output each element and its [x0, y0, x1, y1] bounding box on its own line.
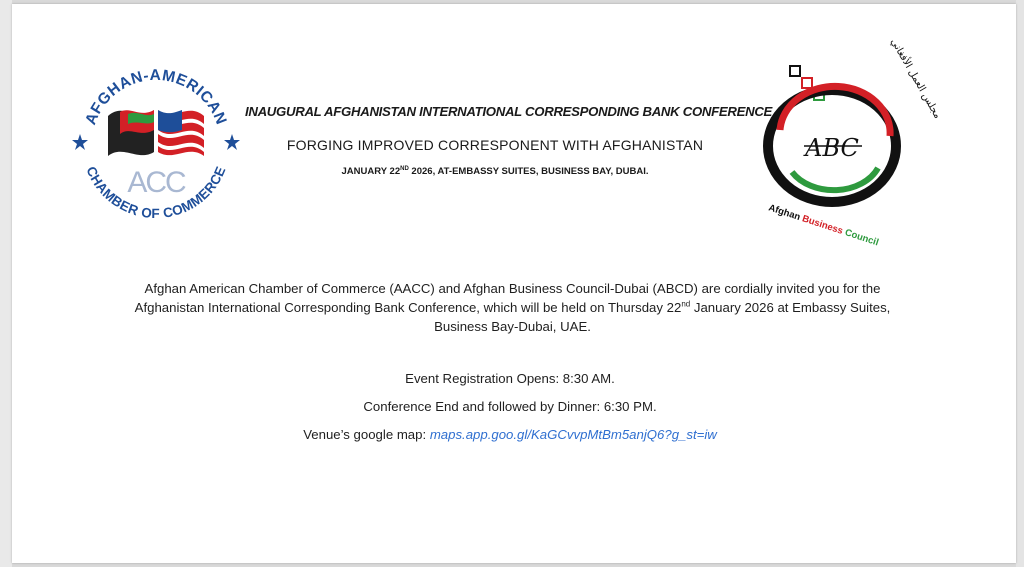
page-left-edge [0, 0, 12, 567]
abc-logo [744, 36, 950, 249]
conference-date-venue [245, 166, 745, 177]
conference-subtitle: FORGING IMPROVED CORRESPONENT WITH AFGHANISTAN [286, 137, 704, 153]
date-suffix: 2026, AT-EMBASSY SUITES, BUSINESS BAY, DUBAI. [408, 166, 649, 178]
abc-bottom-text: Afghan Business Council [767, 202, 880, 249]
invitation-superscript: nd [681, 299, 691, 309]
conference-title: INAUGURAL AFGHANISTAN INTERNATIONAL CORRESPONDING BANK CONFERENCE [245, 104, 773, 119]
invitation-text-part1: Afghan American Chamber of Commerce (AACC) and Afghan Business Council-Dubai (ABCD) are cordially invited you for the Afghanistan International Corresponding Bank Conference, which will be held on Thursday 22 [134, 281, 881, 315]
invitation-text-part2: January 2026 at Embassy Suites, Business Bay-Dubai, UAE. [434, 300, 891, 334]
registration-time: Event Registration Opens: 8:30 AM. [405, 371, 615, 386]
star-icon [72, 134, 88, 150]
conference-end-time: Conference End and followed by Dinner: 6:30 PM. [363, 399, 657, 414]
abc-arabic-text: مجلس العمل الأفغاني [888, 36, 943, 121]
date-superscript: ND [400, 166, 409, 172]
aacc-bottom-text: CHAMBER OF COMMERCE [83, 164, 229, 222]
date-prefix: JANUARY 22 [341, 166, 401, 178]
page-right-edge [1016, 0, 1024, 567]
star-icon [224, 134, 240, 150]
map-label: Venue’s google map: [303, 427, 430, 442]
aacc-logo [68, 52, 244, 228]
abc-monogram: ABC [805, 134, 859, 162]
venue-map-line [200, 427, 820, 442]
map-link[interactable]: maps.app.goo.gl/KaGCvvpMtBm5anjQ6?g_st=iw [429, 427, 717, 442]
aacc-top-text: AFGHAN-AMERICAN [82, 66, 230, 128]
aacc-monogram: ACC [127, 166, 185, 199]
flag-icon [158, 110, 204, 156]
green-arc [792, 168, 878, 190]
invitation-paragraph [130, 279, 895, 336]
flag-icon [108, 110, 154, 156]
